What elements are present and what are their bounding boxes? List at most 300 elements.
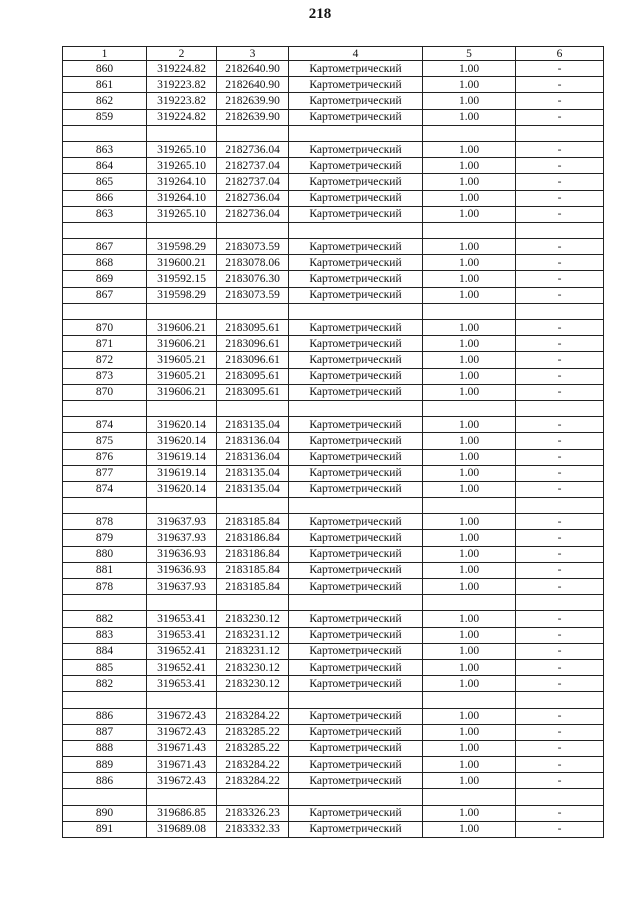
table-row [63,433,604,449]
method-cell: Картометрический [289,821,423,837]
accuracy-cell: 1.00 [423,708,516,724]
point-number-cell: 875 [63,433,147,449]
table-row [63,206,604,222]
method-cell: Картометрический [289,708,423,724]
empty-cell [423,125,516,141]
method-cell: Картометрический [289,627,423,643]
method-cell: Картометрический [289,320,423,336]
point-number-cell: 876 [63,449,147,465]
description-cell: - [516,708,604,724]
method-cell: Картометрический [289,546,423,562]
description-cell: - [516,190,604,206]
y-coordinate-cell: 2183135.04 [217,481,289,497]
table-row [63,158,604,174]
point-number-cell: 877 [63,465,147,481]
point-number-cell: 859 [63,109,147,125]
description-cell: - [516,627,604,643]
point-number-cell: 867 [63,287,147,303]
accuracy-cell: 1.00 [423,449,516,465]
table-row [63,352,604,368]
description-cell: - [516,320,604,336]
empty-cell [63,595,147,611]
accuracy-cell: 1.00 [423,368,516,384]
table-row [63,676,604,692]
method-cell: Картометрический [289,109,423,125]
x-coordinate-cell: 319653.41 [147,676,217,692]
table-row [63,546,604,562]
accuracy-cell: 1.00 [423,757,516,773]
column-header-5: 5 [423,47,516,61]
empty-cell [217,789,289,805]
x-coordinate-cell: 319223.82 [147,93,217,109]
y-coordinate-cell: 2183285.22 [217,724,289,740]
column-header-6: 6 [516,47,604,61]
x-coordinate-cell: 319224.82 [147,61,217,77]
point-number-cell: 881 [63,562,147,578]
empty-cell [147,400,217,416]
table-header-row [63,47,604,61]
y-coordinate-cell: 2183078.06 [217,255,289,271]
y-coordinate-cell: 2183076.30 [217,271,289,287]
method-cell: Картометрический [289,530,423,546]
x-coordinate-cell: 319672.43 [147,724,217,740]
method-cell: Картометрический [289,724,423,740]
empty-cell [423,400,516,416]
description-cell: - [516,336,604,352]
accuracy-cell: 1.00 [423,433,516,449]
table-row [63,821,604,837]
accuracy-cell: 1.00 [423,740,516,756]
point-number-cell: 883 [63,627,147,643]
empty-cell [147,789,217,805]
method-cell: Картометрический [289,77,423,93]
x-coordinate-cell: 319223.82 [147,77,217,93]
empty-cell [217,498,289,514]
table-row [63,708,604,724]
y-coordinate-cell: 2182640.90 [217,61,289,77]
y-coordinate-cell: 2183186.84 [217,546,289,562]
accuracy-cell: 1.00 [423,141,516,157]
table-row [63,530,604,546]
accuracy-cell: 1.00 [423,805,516,821]
description-cell: - [516,271,604,287]
y-coordinate-cell: 2183095.61 [217,384,289,400]
empty-cell [217,125,289,141]
empty-cell [147,498,217,514]
description-cell: - [516,417,604,433]
point-number-cell: 879 [63,530,147,546]
y-coordinate-cell: 2182737.04 [217,158,289,174]
y-coordinate-cell: 2182639.90 [217,93,289,109]
accuracy-cell: 1.00 [423,530,516,546]
method-cell: Картометрический [289,514,423,530]
method-cell: Картометрический [289,562,423,578]
x-coordinate-cell: 319672.43 [147,708,217,724]
x-coordinate-cell: 319606.21 [147,320,217,336]
x-coordinate-cell: 319224.82 [147,109,217,125]
method-cell: Картометрический [289,659,423,675]
table-row [63,77,604,93]
accuracy-cell: 1.00 [423,773,516,789]
x-coordinate-cell: 319636.93 [147,562,217,578]
description-cell: - [516,773,604,789]
description-cell: - [516,255,604,271]
method-cell: Картометрический [289,93,423,109]
y-coordinate-cell: 2182736.04 [217,141,289,157]
table-row [63,61,604,77]
point-number-cell: 882 [63,611,147,627]
accuracy-cell: 1.00 [423,676,516,692]
empty-cell [516,789,604,805]
accuracy-cell: 1.00 [423,61,516,77]
x-coordinate-cell: 319600.21 [147,255,217,271]
accuracy-cell: 1.00 [423,352,516,368]
empty-cell [147,303,217,319]
y-coordinate-cell: 2183185.84 [217,514,289,530]
empty-cell [63,222,147,238]
table-row [63,93,604,109]
point-number-cell: 860 [63,61,147,77]
empty-cell [423,692,516,708]
accuracy-cell: 1.00 [423,659,516,675]
y-coordinate-cell: 2182640.90 [217,77,289,93]
y-coordinate-cell: 2183284.22 [217,708,289,724]
accuracy-cell: 1.00 [423,562,516,578]
x-coordinate-cell: 319671.43 [147,740,217,756]
description-cell: - [516,514,604,530]
point-number-cell: 878 [63,514,147,530]
description-cell: - [516,481,604,497]
empty-cell [289,400,423,416]
empty-cell [516,595,604,611]
empty-cell [516,692,604,708]
y-coordinate-cell: 2183136.04 [217,449,289,465]
x-coordinate-cell: 319653.41 [147,627,217,643]
description-cell: - [516,643,604,659]
table-row [63,773,604,789]
empty-cell [516,125,604,141]
method-cell: Картометрический [289,417,423,433]
empty-cell [147,595,217,611]
description-cell: - [516,77,604,93]
x-coordinate-cell: 319606.21 [147,336,217,352]
accuracy-cell: 1.00 [423,174,516,190]
column-header-3: 3 [217,47,289,61]
accuracy-cell: 1.00 [423,336,516,352]
method-cell: Картометрический [289,352,423,368]
y-coordinate-cell: 2183135.04 [217,465,289,481]
empty-cell [423,222,516,238]
empty-cell [63,789,147,805]
empty-cell [289,222,423,238]
method-cell: Картометрический [289,158,423,174]
table-row [63,320,604,336]
y-coordinate-cell: 2183285.22 [217,740,289,756]
description-cell: - [516,433,604,449]
column-header-2: 2 [147,47,217,61]
group-separator-row [63,303,604,319]
table-row [63,271,604,287]
description-cell: - [516,821,604,837]
point-number-cell: 863 [63,141,147,157]
description-cell: - [516,676,604,692]
y-coordinate-cell: 2183073.59 [217,239,289,255]
point-number-cell: 885 [63,659,147,675]
y-coordinate-cell: 2183185.84 [217,579,289,595]
empty-cell [516,222,604,238]
table-row [63,757,604,773]
method-cell: Картометрический [289,805,423,821]
x-coordinate-cell: 319671.43 [147,757,217,773]
method-cell: Картометрический [289,239,423,255]
description-cell: - [516,368,604,384]
description-cell: - [516,174,604,190]
group-separator-row [63,222,604,238]
method-cell: Картометрический [289,740,423,756]
description-cell: - [516,109,604,125]
column-header-4: 4 [289,47,423,61]
empty-cell [217,303,289,319]
y-coordinate-cell: 2183230.12 [217,611,289,627]
table-row [63,417,604,433]
accuracy-cell: 1.00 [423,643,516,659]
table-row [63,659,604,675]
description-cell: - [516,384,604,400]
y-coordinate-cell: 2183230.12 [217,676,289,692]
x-coordinate-cell: 319605.21 [147,352,217,368]
description-cell: - [516,724,604,740]
group-separator-row [63,400,604,416]
x-coordinate-cell: 319265.10 [147,158,217,174]
empty-cell [423,595,516,611]
point-number-cell: 870 [63,384,147,400]
accuracy-cell: 1.00 [423,821,516,837]
point-number-cell: 866 [63,190,147,206]
table-row [63,514,604,530]
method-cell: Картометрический [289,449,423,465]
point-number-cell: 861 [63,77,147,93]
x-coordinate-cell: 319653.41 [147,611,217,627]
point-number-cell: 874 [63,481,147,497]
table-row [63,174,604,190]
accuracy-cell: 1.00 [423,724,516,740]
y-coordinate-cell: 2183231.12 [217,627,289,643]
accuracy-cell: 1.00 [423,514,516,530]
y-coordinate-cell: 2183284.22 [217,773,289,789]
point-number-cell: 870 [63,320,147,336]
group-separator-row [63,595,604,611]
y-coordinate-cell: 2183095.61 [217,320,289,336]
x-coordinate-cell: 319598.29 [147,239,217,255]
y-coordinate-cell: 2182736.04 [217,190,289,206]
x-coordinate-cell: 319264.10 [147,174,217,190]
table-row [63,465,604,481]
method-cell: Картометрический [289,206,423,222]
table-row [63,141,604,157]
x-coordinate-cell: 319264.10 [147,190,217,206]
accuracy-cell: 1.00 [423,384,516,400]
empty-cell [516,303,604,319]
accuracy-cell: 1.00 [423,627,516,643]
accuracy-cell: 1.00 [423,158,516,174]
x-coordinate-cell: 319606.21 [147,384,217,400]
empty-cell [289,125,423,141]
empty-cell [63,303,147,319]
empty-cell [63,125,147,141]
x-coordinate-cell: 319605.21 [147,368,217,384]
x-coordinate-cell: 319620.14 [147,481,217,497]
accuracy-cell: 1.00 [423,206,516,222]
accuracy-cell: 1.00 [423,546,516,562]
table-row [63,239,604,255]
accuracy-cell: 1.00 [423,579,516,595]
description-cell: - [516,611,604,627]
method-cell: Картометрический [289,757,423,773]
point-number-cell: 868 [63,255,147,271]
point-number-cell: 886 [63,708,147,724]
accuracy-cell: 1.00 [423,239,516,255]
table-row [63,562,604,578]
table-row [63,805,604,821]
accuracy-cell: 1.00 [423,255,516,271]
empty-cell [423,789,516,805]
description-cell: - [516,239,604,255]
point-number-cell: 863 [63,206,147,222]
method-cell: Картометрический [289,579,423,595]
method-cell: Картометрический [289,141,423,157]
table-row [63,384,604,400]
table-row [63,368,604,384]
accuracy-cell: 1.00 [423,320,516,336]
method-cell: Картометрический [289,773,423,789]
y-coordinate-cell: 2182639.90 [217,109,289,125]
y-coordinate-cell: 2183135.04 [217,417,289,433]
description-cell: - [516,659,604,675]
y-coordinate-cell: 2183136.04 [217,433,289,449]
description-cell: - [516,287,604,303]
point-number-cell: 889 [63,757,147,773]
method-cell: Картометрический [289,336,423,352]
x-coordinate-cell: 319265.10 [147,141,217,157]
method-cell: Картометрический [289,481,423,497]
table-row [63,579,604,595]
method-cell: Картометрический [289,384,423,400]
point-number-cell: 874 [63,417,147,433]
y-coordinate-cell: 2182737.04 [217,174,289,190]
accuracy-cell: 1.00 [423,190,516,206]
x-coordinate-cell: 319637.93 [147,530,217,546]
point-number-cell: 884 [63,643,147,659]
description-cell: - [516,757,604,773]
group-separator-row [63,692,604,708]
description-cell: - [516,740,604,756]
empty-cell [147,125,217,141]
accuracy-cell: 1.00 [423,481,516,497]
y-coordinate-cell: 2183095.61 [217,368,289,384]
method-cell: Картометрический [289,287,423,303]
empty-cell [289,789,423,805]
y-coordinate-cell: 2183096.61 [217,336,289,352]
y-coordinate-cell: 2183326.23 [217,805,289,821]
method-cell: Картометрический [289,643,423,659]
y-coordinate-cell: 2183284.22 [217,757,289,773]
description-cell: - [516,206,604,222]
y-coordinate-cell: 2183186.84 [217,530,289,546]
y-coordinate-cell: 2183185.84 [217,562,289,578]
empty-cell [147,222,217,238]
point-number-cell: 867 [63,239,147,255]
accuracy-cell: 1.00 [423,109,516,125]
x-coordinate-cell: 319637.93 [147,514,217,530]
point-number-cell: 882 [63,676,147,692]
point-number-cell: 888 [63,740,147,756]
method-cell: Картометрический [289,271,423,287]
description-cell: - [516,141,604,157]
point-number-cell: 873 [63,368,147,384]
group-separator-row [63,125,604,141]
method-cell: Картометрический [289,61,423,77]
description-cell: - [516,61,604,77]
table-row [63,336,604,352]
y-coordinate-cell: 2183073.59 [217,287,289,303]
point-number-cell: 880 [63,546,147,562]
table-row [63,481,604,497]
x-coordinate-cell: 319672.43 [147,773,217,789]
method-cell: Картометрический [289,190,423,206]
description-cell: - [516,546,604,562]
description-cell: - [516,530,604,546]
page-number: 218 [308,6,332,22]
accuracy-cell: 1.00 [423,271,516,287]
point-number-cell: 878 [63,579,147,595]
method-cell: Картометрический [289,174,423,190]
empty-cell [423,498,516,514]
method-cell: Картометрический [289,465,423,481]
y-coordinate-cell: 2183096.61 [217,352,289,368]
table-row [63,627,604,643]
y-coordinate-cell: 2183230.12 [217,659,289,675]
accuracy-cell: 1.00 [423,77,516,93]
table-row [63,109,604,125]
method-cell: Картометрический [289,611,423,627]
point-number-cell: 864 [63,158,147,174]
x-coordinate-cell: 319265.10 [147,206,217,222]
description-cell: - [516,158,604,174]
empty-cell [63,400,147,416]
x-coordinate-cell: 319598.29 [147,287,217,303]
description-cell: - [516,579,604,595]
table-row [63,255,604,271]
empty-cell [217,400,289,416]
accuracy-cell: 1.00 [423,93,516,109]
empty-cell [217,595,289,611]
group-separator-row [63,498,604,514]
x-coordinate-cell: 319620.14 [147,417,217,433]
y-coordinate-cell: 2183332.33 [217,821,289,837]
description-cell: - [516,449,604,465]
x-coordinate-cell: 319686.85 [147,805,217,821]
table-row [63,740,604,756]
empty-cell [289,692,423,708]
empty-cell [63,692,147,708]
method-cell: Картометрический [289,433,423,449]
table-row [63,724,604,740]
accuracy-cell: 1.00 [423,417,516,433]
table-row [63,611,604,627]
method-cell: Картометрический [289,368,423,384]
description-cell: - [516,352,604,368]
column-header-1: 1 [63,47,147,61]
